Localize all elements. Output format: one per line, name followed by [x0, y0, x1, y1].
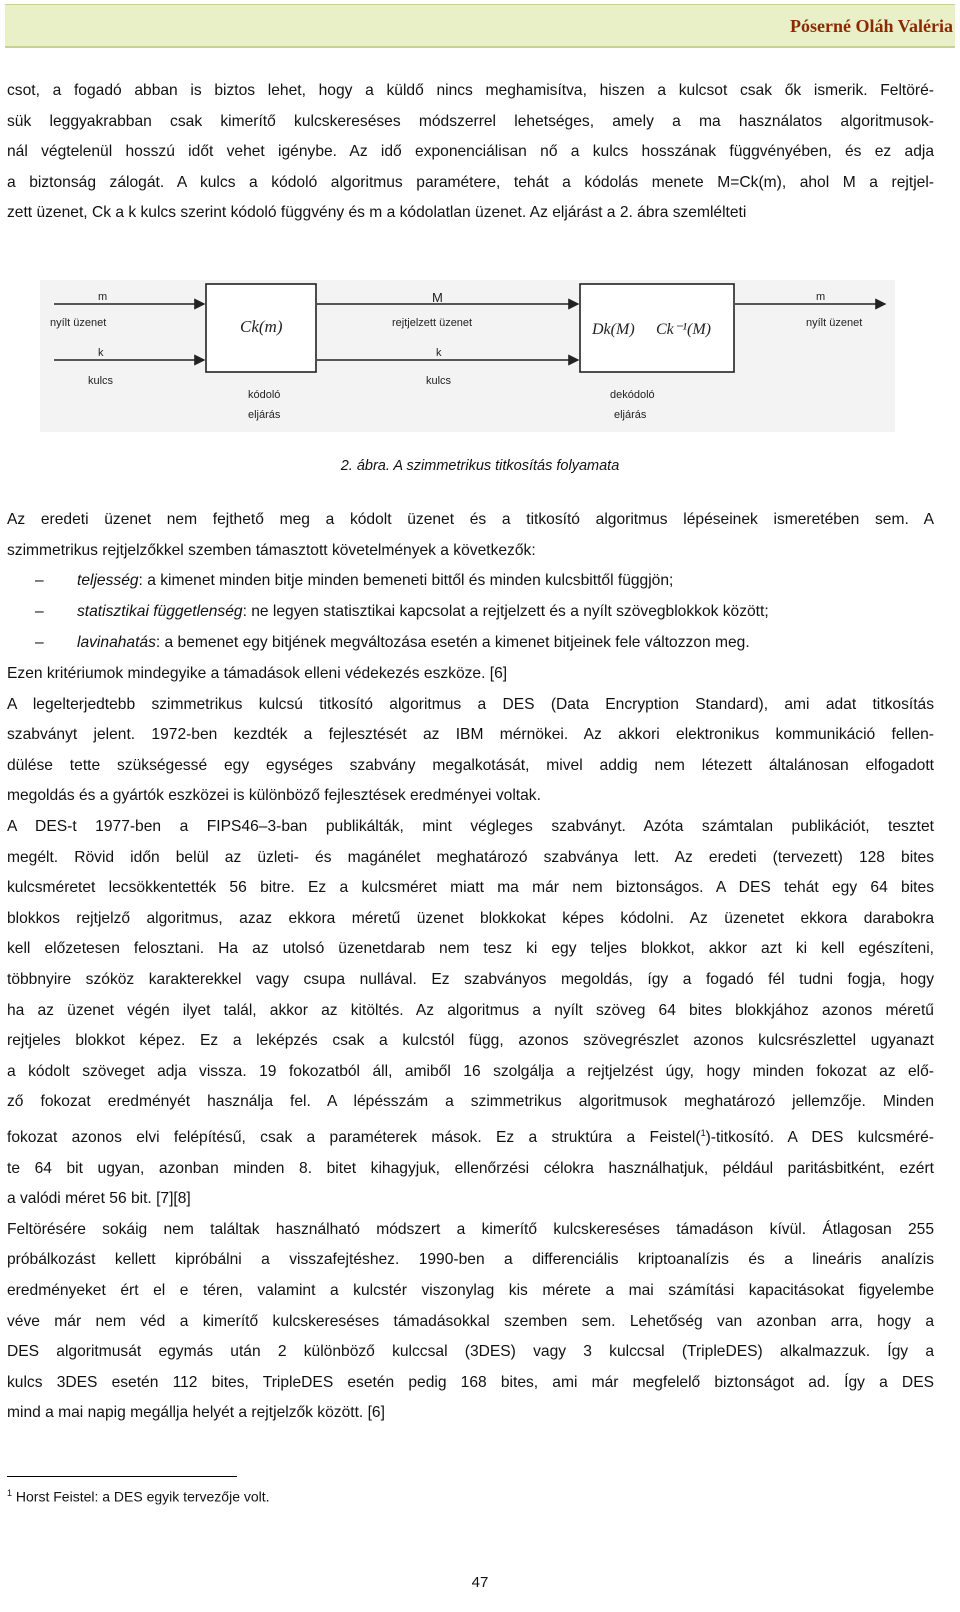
- text-line: megoldás és a gyártók eszközei is különböző fejlesztések eredményei voltak.: [7, 787, 541, 805]
- text-line: kell előzetesen felosztani. Ha az utolsó üzenetdarab nem tesz ki egy teljes blokkot, akkor azt ki kell egészíteni,: [7, 940, 934, 958]
- bullet-term: lavinahatás: [77, 634, 156, 651]
- text-line: zett üzenet, Ck a k kulcs szerint kódoló függvény és m a kódolatlan üzenet. Az eljárást a 2. ábra szemlélteti: [7, 204, 747, 222]
- text-line: kulcs 3DES esetén 112 bites, TripleDES esetén pedig 168 bites, ami már megfelelő biztonságot ad. Így a DES: [7, 1373, 934, 1391]
- bullet-text: : a bemenet egy bitjének megváltozása esetén a kimenet bitjeinek fele változzon meg.: [155, 634, 750, 651]
- text-line: dülése tette szükségessé egy egységes szabvány megalkotását, mivel addig nem létezett általánosan elfogadott: [7, 756, 934, 774]
- text-line: blokkos rejtjelző algoritmus, azaz ekkora méretű üzenet blokkokat képes kódolni. Az üzenetet ekkora darabokra: [7, 909, 934, 927]
- text-line: nál végtelenül hosszú időt vehet igénybe. Az idő exponenciálisan nő a kulcs hosszának függvényében, és ez adja: [7, 143, 934, 161]
- text-line: A legelterjedtebb szimmetrikus kulcsú titkosító algoritmus a DES (Data Encryption Standard), ami adat titkosítás: [7, 695, 934, 713]
- figure-caption: 2. ábra. A szimmetrikus titkosítás folyamata: [340, 458, 620, 474]
- text-line: ha az üzenet végén ilyet talál, akkor az kitöltés. Az algoritmus a nyílt szöveg 64 bites blokkjához azonos méretű: [7, 1001, 934, 1019]
- bullet-term: statisztikai függetlenség: [77, 603, 243, 620]
- page-number: 47: [471, 1574, 489, 1591]
- bullet-term: teljesség: [77, 572, 139, 589]
- box1-below-1: kódoló: [248, 389, 281, 401]
- mid-bottom-label: kulcs: [426, 375, 452, 387]
- header-author: Póserné Oláh Valéria: [790, 16, 953, 36]
- text-line: szabványt jelent. 1972-ben kezdték a fejlesztését az IBM mérnökei. Az akkori elektronikus kommunikáció fellen-: [7, 726, 934, 744]
- text-line: ző fokozat eredményét használja fel. A lépésszám a szimmetrikus algoritmusok meghatározó jellemzője. Minden: [7, 1093, 934, 1111]
- bullet-text: : a kimenet minden bitje minden bemeneti bittől és minden kulcsbittől függjön;: [138, 572, 674, 589]
- symmetric-encryption-diagram: [40, 280, 895, 432]
- left-top-label: nyílt üzenet: [50, 317, 107, 329]
- bullet-dash: –: [35, 634, 44, 651]
- requirements-paragraph: [7, 505, 934, 566]
- mid-bottom-symbol: k: [436, 347, 442, 359]
- text-line: csot, a fogadó abban is biztos lehet, hogy a küldő nincs meghamisítva, hiszen a kulcsot csak ők ismerik. Feltöré-: [7, 82, 934, 99]
- box2-below-1: dekódoló: [610, 389, 655, 401]
- bullet-text: : ne legyen statisztikai kapcsolat a rejtjelzett és a nyílt szövegblokkok között;: [242, 603, 769, 620]
- text-line: A DES-t 1977-ben a FIPS46–3-ban publikálták, mint végleges szabványt. Azóta számtalan publikációt, tesztet: [7, 817, 934, 835]
- left-bottom-symbol: k: [98, 347, 104, 359]
- footnote-mark: 1: [7, 1488, 13, 1498]
- box2-label-b: Ck⁻¹(M): [656, 321, 711, 338]
- text-line: te 64 bit ugyan, azonban minden 8. bitet kihagyjuk, ellenőrzési célokra használhatjuk, például paritásbitként, ezért: [7, 1159, 934, 1177]
- text-line: eredményeket ért el e téren, valamint a kulcstér viszonylag kis mérete a mai számítási kapacitásokat figyelembe: [7, 1282, 934, 1300]
- text-line: próbálkozást kellett kipróbálni a visszafejtéshez. 1990-ben a differenciális kriptoanalízis és a lineáris analízis: [7, 1251, 934, 1269]
- text-line: rejtjeles blokkot képez. Ez a leképzés csak a kulcstól függ, azonos szövegrészlet azonos kulcsrészlettel ugyanazt: [7, 1032, 934, 1050]
- text-line: véve már nem véd a kimerítő kulcskereséses támadásokkal szemben sem. Lehetőség van azonban arra, hogy a: [7, 1312, 934, 1330]
- text-line: mind a mai napig megállja helyét a rejtjelzők között. [6]: [7, 1404, 385, 1422]
- right-symbol: m: [816, 291, 826, 303]
- text-line: a biztonság zálogát. A kulcs a kódoló algoritmus paramétere, tehát a kódolás menete M=Ck(m), ahol M a rejtjel-: [7, 173, 934, 191]
- right-label: nyílt üzenet: [806, 317, 863, 329]
- left-bottom-label: kulcs: [88, 375, 114, 387]
- feistel-text-after: )-titkosító. A DES kulcsméré-: [705, 1129, 934, 1147]
- box1-below-2: eljárás: [248, 409, 281, 421]
- text-line: DES algoritmusát egymás után 2 különböző kulccsal (3DES) vagy 3 kulccsal (TripleDES) alkalmazzuk. Így a: [7, 1343, 934, 1361]
- footnote: [7, 1488, 270, 1505]
- footnote-divider: [7, 1476, 237, 1477]
- left-top-symbol: m: [98, 291, 108, 303]
- feistel-text-before: fokozat azonos elvi felépítésű, csak a paraméterek mások. Ez a struktúra a Feistel(: [7, 1129, 701, 1147]
- text-line feistel-line: [7, 1118, 934, 1154]
- mid-top-label: rejtjelzett üzenet: [392, 317, 473, 329]
- intro-paragraph: [7, 76, 934, 229]
- bullet-dash: –: [35, 572, 44, 589]
- text-line: megélt. Rövid időn belül az üzleti- és magánélet meghatározó szabványa lett. Az eredeti (tervezett) 128 bites: [7, 848, 934, 866]
- footnote-ref: 1: [700, 1127, 706, 1138]
- des-paragraph: [7, 659, 934, 1429]
- text-line: a valódi méret 56 bit. [7][8]: [7, 1190, 191, 1208]
- box2-label-a: Dk(M): [592, 321, 635, 338]
- text-line: a kódolt szöveget adja vissza. 19 fokozatból áll, amiből 16 szolgálja a rejtjelzést úgy, hogy minden fokozat az elő-: [7, 1062, 934, 1080]
- text-line: többnyire szóköz karakterekkel vagy csupa nullával. Ez szabványos megoldás, így a fogadó fél tudni fogja, hogy: [7, 970, 934, 988]
- text-line: Feltörésére sokáig nem találtak használható módszert a kimerítő kulcskereséses támadáson kívül. Átlagosan 255: [7, 1220, 934, 1238]
- page-header: [5, 4, 955, 48]
- box2-below-2: eljárás: [614, 409, 647, 421]
- text-line: Az eredeti üzenet nem fejthető meg a kódolt üzenet és a titkosító algoritmus lépéseinek ismeretében sem. A: [7, 511, 934, 528]
- text-line: sük leggyakrabban csak kimerítő kulcskereséses módszerrel lehetséges, amely a ma használatos algoritmusok-: [7, 112, 934, 130]
- mid-top-symbol: M: [432, 290, 443, 305]
- bullet-dash: –: [35, 603, 44, 620]
- text-line: Ezen kritériumok mindegyike a támadások elleni védekezés eszköze. [6]: [7, 665, 508, 682]
- box1-label: Ck(m): [240, 317, 283, 336]
- text-line: szimmetrikus rejtjelzőkkel szemben támasztott követelmények a következők:: [7, 541, 536, 559]
- text-line: kulcsméretet lecsökkentették 56 bitre. Ez a kulcsméret miatt ma már nem biztonságos. A DES tehát egy 64 bites: [7, 879, 934, 897]
- footnote-text: Horst Feistel: a DES egyik tervezője volt.: [12, 1488, 270, 1505]
